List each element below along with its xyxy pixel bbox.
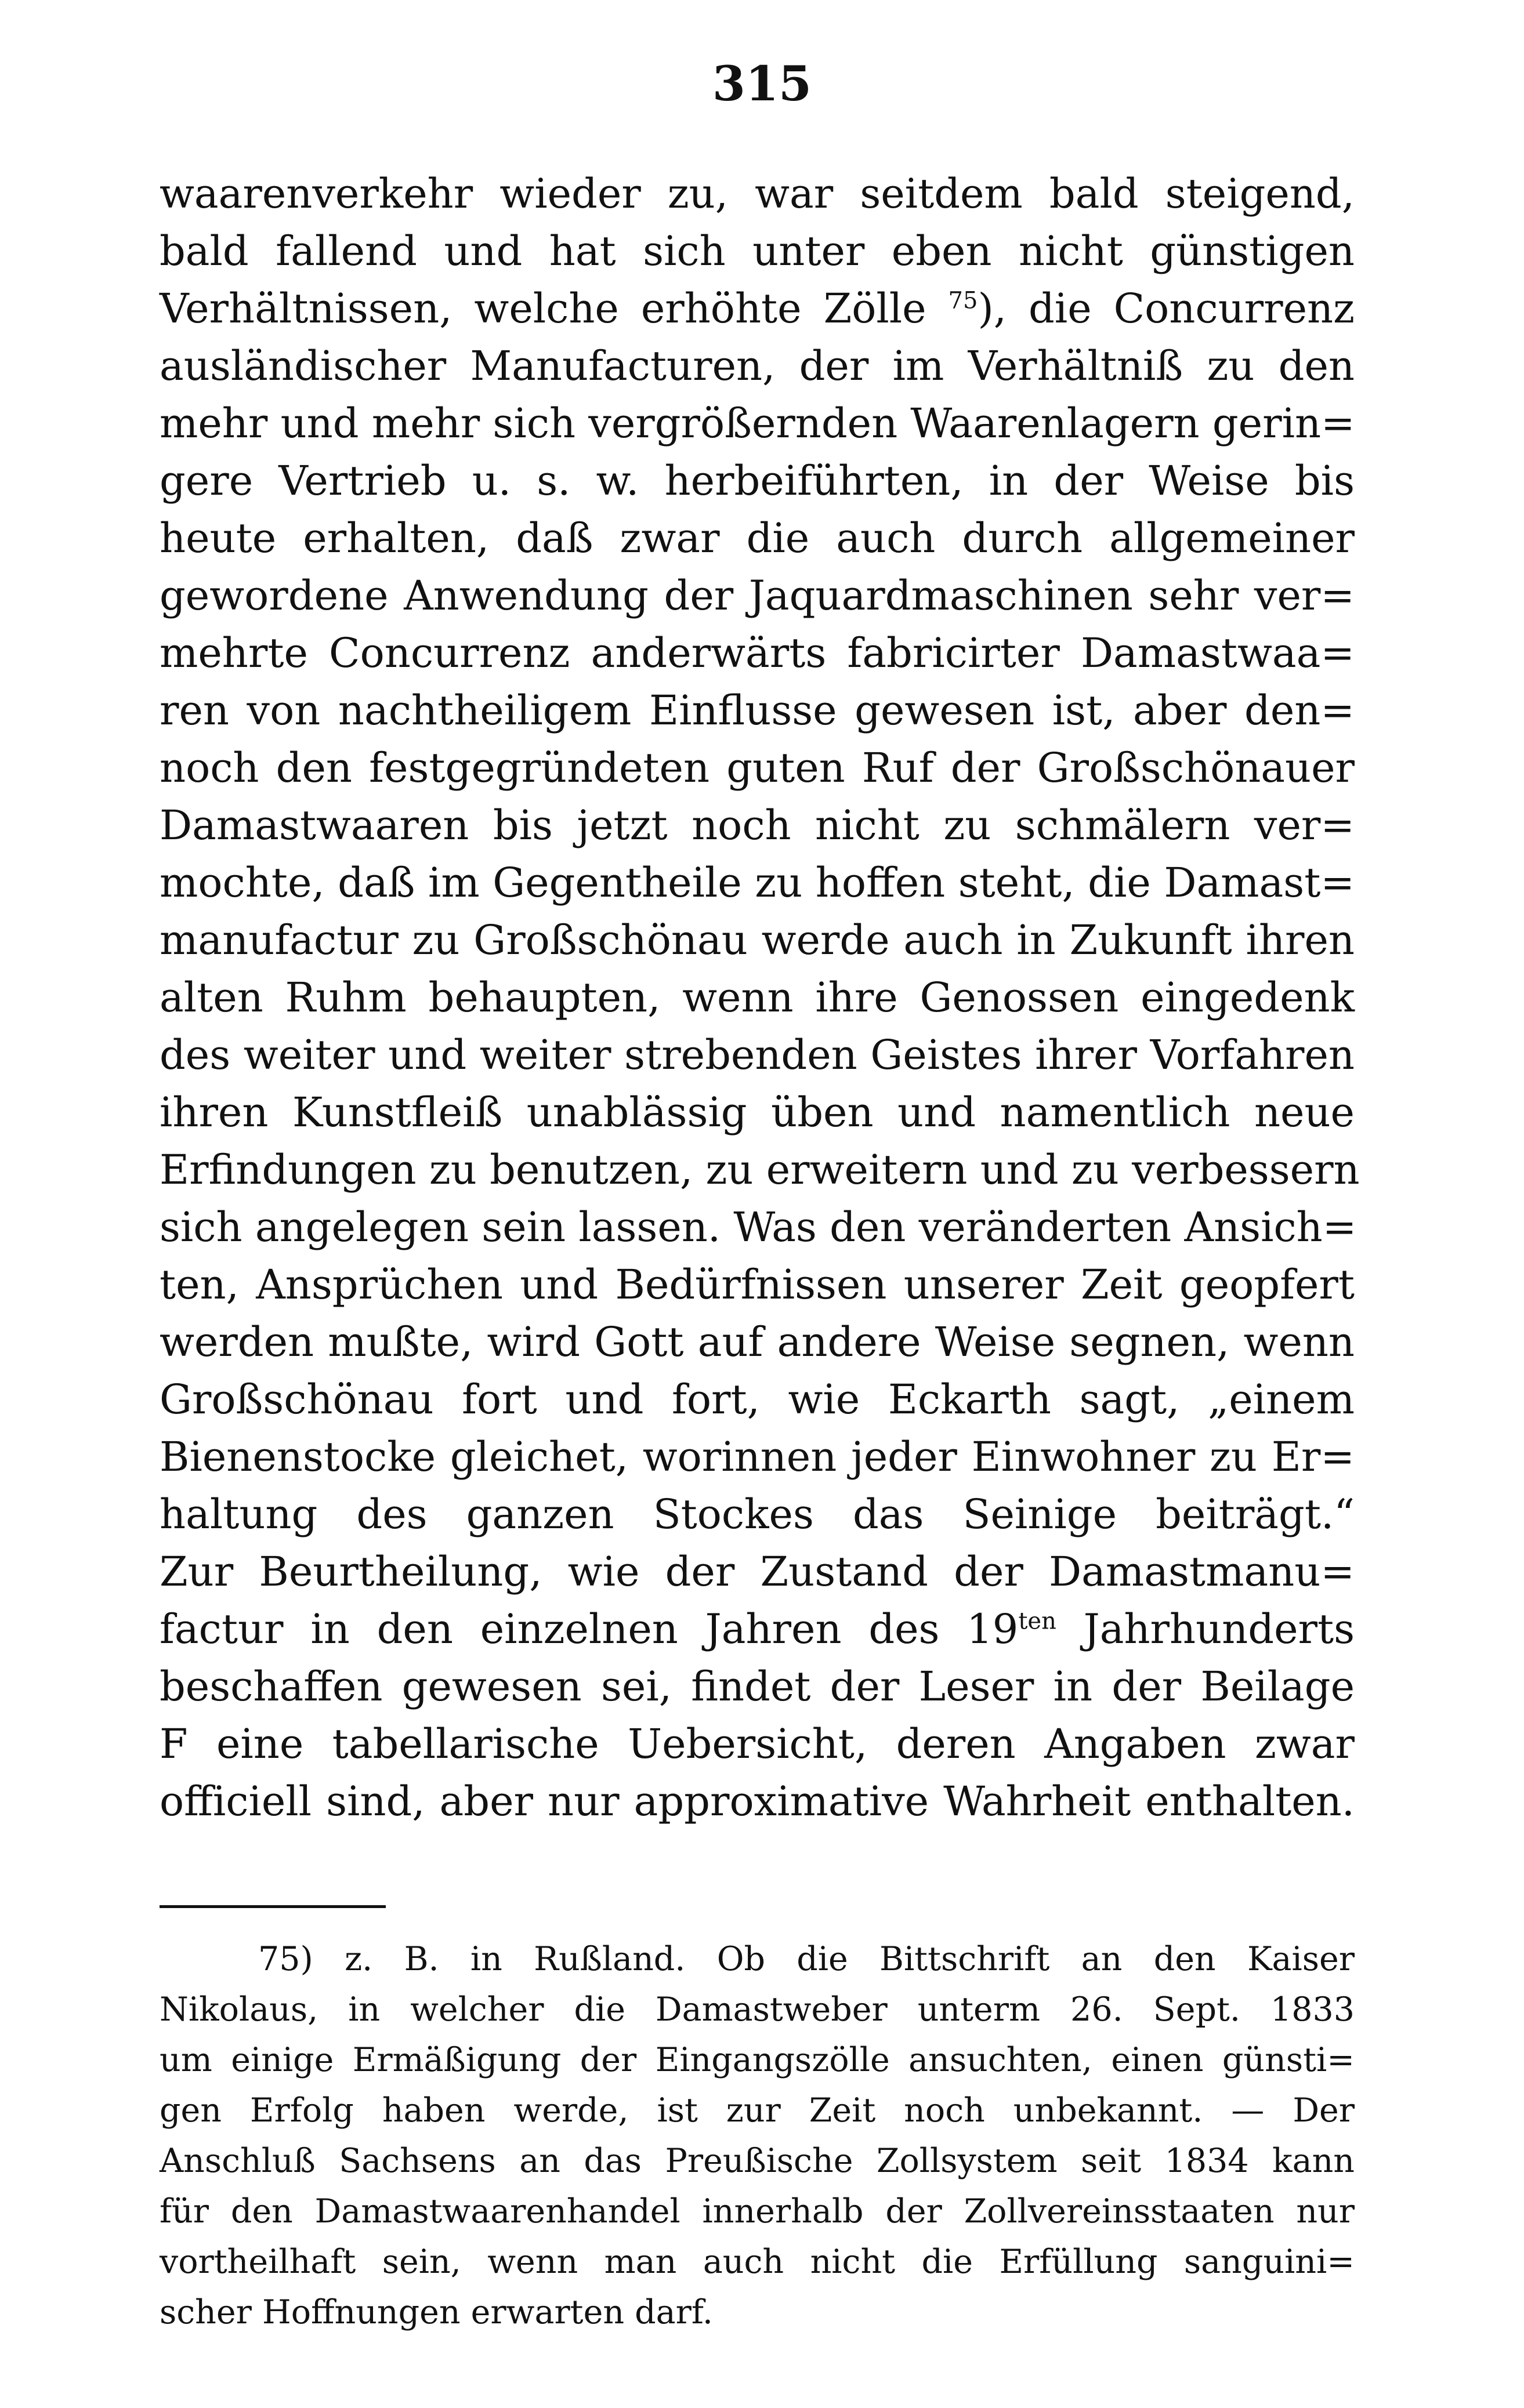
footnote-line: gen Erfolg haben werde, ist zur Zeit noch unbekannt. — Der bbox=[160, 2091, 1355, 2130]
footnote-line: Nikolaus, in welcher die Damastweber unterm 26. Sept. 1833 bbox=[160, 1990, 1355, 2029]
text-line: ten, Ansprüchen und Bedürfnissen unserer Zeit geopfert bbox=[160, 1261, 1355, 1308]
footnote-line: 75) z. B. in Rußland. Ob die Bittschrift an den Kaiser bbox=[258, 1940, 1355, 1978]
text-line: gere Vertrieb u. s. w. herbeiführten, in der Weise bis bbox=[160, 457, 1355, 505]
text-line: beschaffen gewesen sei, findet der Leser in der Beilage bbox=[160, 1663, 1355, 1710]
text-line: heute erhalten, daß zwar die auch durch allgemeiner bbox=[160, 514, 1355, 562]
text-segment: factur in den einzelnen Jahren des 19 bbox=[160, 1605, 1019, 1653]
text-line: noch den festgegründeten guten Ruf der Großschönauer bbox=[160, 744, 1355, 792]
text-line: ausländischer Manufacturen, der im Verhältniß zu den bbox=[160, 342, 1355, 390]
footnote-divider bbox=[160, 1905, 386, 1908]
footnote-reference: 75 bbox=[948, 287, 978, 314]
text-segment: Jahrhunderts bbox=[1056, 1605, 1355, 1653]
footnote-line: Anschluß Sachsens an das Preußische Zollsystem seit 1834 kann bbox=[160, 2142, 1355, 2180]
text-line: Großschönau fort und fort, wie Eckarth sagt, „einem bbox=[160, 1376, 1355, 1423]
text-line: gewordene Anwendung der Jaquardmaschinen sehr ver= bbox=[160, 572, 1355, 619]
main-text bbox=[160, 165, 1360, 1830]
text-line: officiell sind, aber nur approximative Wahrheit enthalten. bbox=[160, 1778, 1355, 1825]
text-line: F eine tabellarische Uebersicht, deren Angaben zwar bbox=[160, 1720, 1355, 1768]
text-line: mochte, daß im Gegentheile zu hoffen steht, die Damast= bbox=[160, 859, 1355, 906]
text-line: haltung des ganzen Stockes das Seinige beiträgt.“ bbox=[160, 1491, 1355, 1538]
page-number: 315 bbox=[712, 56, 812, 112]
text-line: mehrte Concurrenz anderwärts fabricirter Damastwaa= bbox=[160, 629, 1355, 677]
text-line: manufactur zu Großschönau werde auch in Zukunft ihren bbox=[160, 916, 1355, 964]
text-line: ihren Kunstfleiß unablässig üben und namentlich neue bbox=[160, 1089, 1355, 1136]
text-line: Zur Beurtheilung, wie der Zustand der Damastmanu= bbox=[160, 1548, 1355, 1595]
footnote-line: vortheilhaft sein, wenn man auch nicht die Erfüllung sanguini= bbox=[160, 2243, 1355, 2281]
text-line: alten Ruhm behaupten, wenn ihre Genossen eingedenk bbox=[160, 974, 1355, 1021]
text-segment: ), die Concurrenz bbox=[978, 285, 1355, 332]
text-line: werden mußte, wird Gott auf andere Weise segnen, wenn bbox=[160, 1318, 1355, 1366]
text-line-with-superscript bbox=[160, 1601, 1355, 1658]
text-line: Damastwaaren bis jetzt noch nicht zu schmälern ver= bbox=[160, 802, 1355, 849]
text-line: des weiter und weiter strebenden Geistes ihrer Vorfahren bbox=[160, 1031, 1355, 1079]
text-line: waarenverkehr wieder zu, war seitdem bald steigend, bbox=[160, 170, 1355, 217]
footnote-line: um einige Ermäßigung der Eingangszölle ansuchten, einen günsti= bbox=[160, 2041, 1355, 2079]
text-line: ren von nachtheiligem Einflusse gewesen ist, aber den= bbox=[160, 687, 1355, 734]
text-line: Bienenstocke gleichet, worinnen jeder Einwohner zu Er= bbox=[160, 1433, 1355, 1481]
ordinal-superscript: ten bbox=[1018, 1608, 1056, 1635]
text-line: bald fallend und hat sich unter eben nicht günstigen bbox=[160, 227, 1355, 275]
text-segment: Verhältnissen, welche erhöhte Zölle bbox=[160, 285, 926, 332]
text-line: mehr und mehr sich vergrößernden Waarenlagern gerin= bbox=[160, 400, 1355, 447]
footnote-block bbox=[160, 1934, 1355, 2338]
footnote-line: für den Damastwaarenhandel innerhalb der Zollvereinsstaaten nur bbox=[160, 2192, 1355, 2231]
footnote-line: scher Hoffnungen erwarten darf. bbox=[160, 2293, 714, 2331]
text-line: sich angelegen sein lassen. Was den veränderten Ansich= bbox=[160, 1203, 1357, 1251]
text-line: Erfindungen zu benutzen, zu erweitern und zu verbessern bbox=[160, 1146, 1360, 1194]
text-line-with-footnote-ref bbox=[160, 280, 1355, 338]
